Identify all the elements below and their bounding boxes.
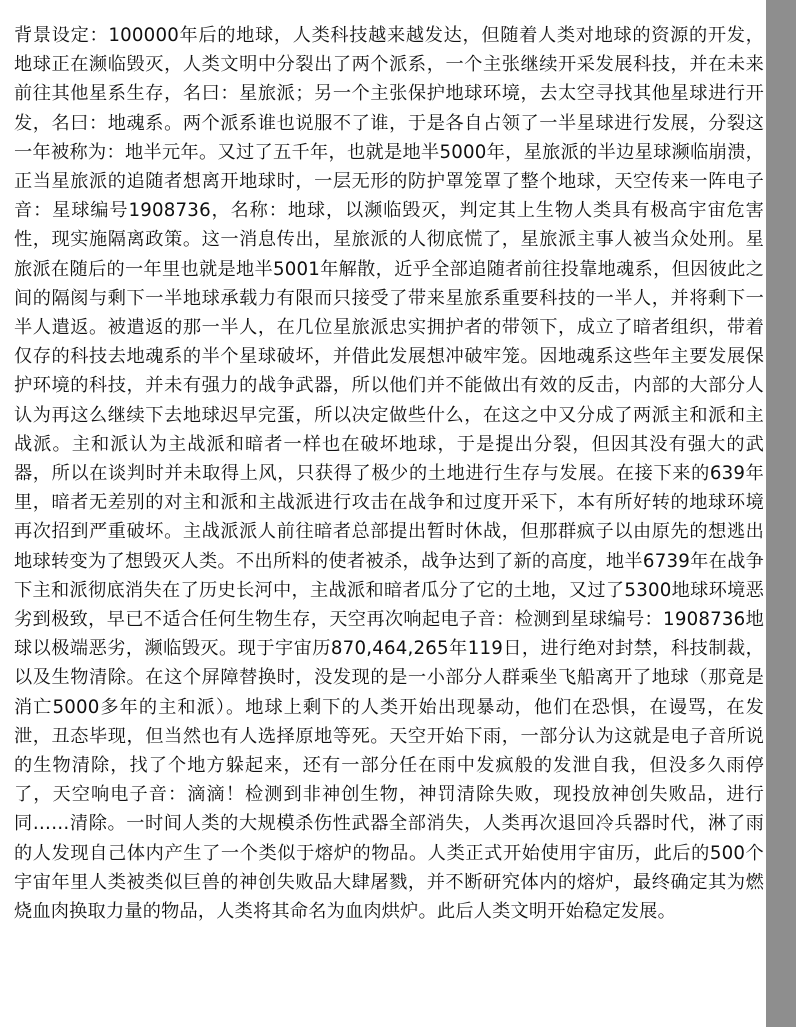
background-setting-paragraph: 背景设定：100000年后的地球，人类科技越来越发达，但随着人类对地球的资源的开发，地球正在濒临毁灭，人类文明中分裂出了两个派系，一个主张继续开采发展科技，并在未来前往其他星系生存，名曰：星旅派；另一个主张保护地球环境，去太空寻找其他星球进行开发，名曰：地魂系。两个派系谁也说服不了谁，于是各自占领了一半星球进行发展，分裂这一年被称为：地半元年。又过了五千年，也就是地半5000年，星旅派的半边星球濒临崩溃，正当星旅派的追随者想离开地球时，一层无形的防护罩笼罩了整个地球，天空传来一阵电子音：星球编号1908736，名称：地球，以濒临毁灭，判定其上生物人类具有极高宇宙危害性，现实施隔离政策。这一消息传出，星旅派的人彻底慌了，星旅派主事人被当众处刑。星旅派在随后的一年里也就是地半5001年解散，近乎全部追随者前往投靠地魂系，但因彼此之间的隔阂与剩下一半地球承载力有限而只接受了带来星旅系重要科技的一半人，并将剩下一半人遣返。被遣返的那一半人，在几位星旅派忠实拥护者的带领下，成立了暗者组织，带着仅存的科技去地魂系的半个星球破坏，并借此发展想冲破牢笼。因地魂系这些年主要发展保护环境的科技，并未有强力的战争武器，所以他们并不能做出有效的反击，内部的大部分人认为再这么继续下去地球迟早完蛋，所以决定做些什么，在这之中又分成了两派主和派和主战派。主和派认为主战派和暗者一样也在破坏地球，于是提出分裂，但因其没有强大的武器，所以在谈判时并未取得上风，只获得了极少的土地进行生存与发展。在接下来的639年里，暗者无差别的对主和派和主战派进行攻击在战争和过度开采下，本有所好转的地球环境再次招到严重破坏。主战派派人前往暗者总部提出暂时休战，但那群疯子以由原先的想逃出地球转变为了想毁灭人类。不出所料的使者被杀，战争达到了新的高度，地半6739年在战争下主和派彻底消失在了历史长河中，主战派和暗者瓜分了它的土地，又过了5300地球环境恶劣到极致，早已不适合任何生物生存，天空再次响起电子音：检测到星球编号：1908736地球以极端恶劣，濒临毁灭。现于宇宙历870,464,265年119日，进行绝对封禁，科技制裁，以及生物清除。在这个屏障替换时，没发现的是一小部分人群乘坐飞船离开了地球（那竟是消亡5000多年的主和派）。地球上剩下的人类开始出现暴动，他们在恐惧，在谩骂，在发泄，丑态毕现，但当然也有人选择原地等死。天空开始下雨，一部分认为这就是电子音所说的生物清除，找了个地方躲起来，还有一部分任在雨中发疯般的发泄自我，但没多久雨停了，天空响电子音：滴滴！检测到非神创生物，神罚清除失败，现投放神创失败品，进行同……清除。一时间人类的大规模杀伤性武器全部消失，人类再次退回冷兵器时代，淋了雨的人发现自己体内产生了一个类似于熔炉的物品。人类正式开始使用宇宙历，此后的500个宇宙年里人类被类似巨兽的神创失败品大肆屠戮，并不断研究体内的熔炉，最终确定其为燃烧血肉换取力量的物品，人类将其命名为血肉烘炉。此后人类文明开始稳定发展。 bbox=[14, 25, 764, 923]
vertical-scrollbar[interactable] bbox=[766, 0, 796, 1027]
